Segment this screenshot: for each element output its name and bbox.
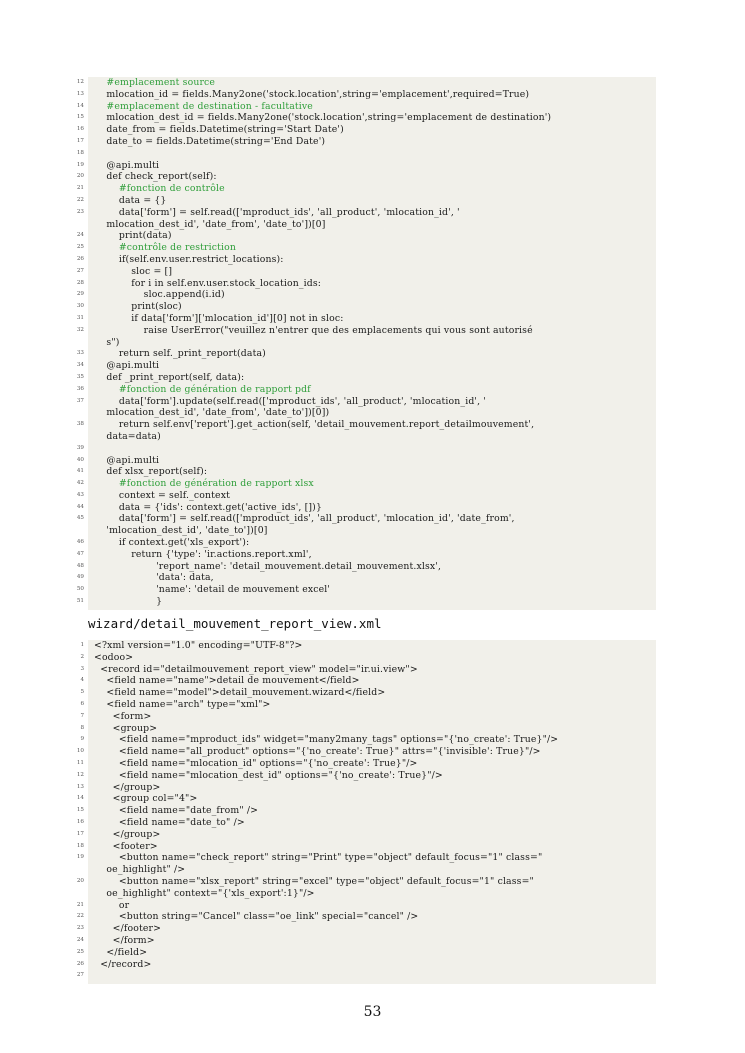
code-line (76, 816, 656, 829)
code-text: 'name': 'detail de mouvement excel' (94, 584, 331, 596)
code-line (76, 489, 656, 502)
code-line (76, 419, 656, 431)
code-line (76, 769, 656, 782)
line-number: 22 (76, 196, 84, 203)
code-text: #fonction de contrôle (94, 183, 225, 195)
code-text: <field name="model">detail_mouvement.wizard</field> (94, 687, 386, 699)
line-number: 6 (80, 700, 84, 707)
line-number: 3 (80, 665, 84, 672)
code-text: date_from = fields.Datetime(string='Start Date') (94, 124, 344, 136)
code-text: #fonction de génération de rapport xlsx (94, 478, 314, 490)
line-number: 17 (76, 830, 84, 837)
code-line (76, 77, 656, 89)
line-number: 16 (76, 818, 84, 825)
line-number: 14 (76, 102, 84, 109)
code-line (76, 324, 656, 337)
code-line (76, 781, 656, 794)
line-number: 47 (76, 550, 84, 557)
code-text: return {'type': 'ir.actions.report.xml', (94, 548, 312, 560)
code-line (76, 454, 656, 467)
line-number: 8 (80, 724, 84, 731)
code-line (80, 651, 656, 664)
code-text: </form> (94, 934, 155, 946)
line-number: 41 (76, 468, 84, 475)
code-text: data['form'] = self.read(['mproduct_ids', 'all_product', 'mlocation_id', ' (94, 206, 460, 218)
code-line (76, 112, 656, 124)
code-line (76, 513, 656, 525)
code-text: if context.get('xls_export'): (94, 537, 250, 549)
code-line (80, 698, 656, 711)
code-line (76, 371, 656, 384)
line-number: 23 (76, 925, 84, 932)
code-line (76, 100, 656, 113)
line-number: 18 (76, 842, 84, 849)
code-line (88, 407, 656, 419)
code-line (88, 431, 656, 443)
code-line (80, 687, 656, 699)
code-text: if data['form']['mlocation_id'][0] not in sloc: (94, 312, 344, 324)
code-line (76, 746, 656, 758)
line-number: 18 (76, 149, 84, 156)
code-line (76, 923, 656, 935)
line-number: 48 (76, 562, 84, 569)
code-line (80, 640, 656, 652)
line-number: 31 (76, 314, 84, 321)
code-line (76, 958, 656, 971)
line-number: 4 (80, 677, 84, 684)
code-text: <button name="check_report" string="Print" type="object" default_focus="1" class=" (94, 852, 543, 864)
code-text: data['form'] = self.read(['mproduct_ids', 'all_product', 'mlocation_id', 'date_from', (94, 513, 515, 525)
code-text: <odoo> (94, 651, 134, 663)
line-number: 33 (76, 350, 84, 357)
code-line (76, 383, 656, 396)
line-number: 12 (76, 79, 84, 85)
line-number: 29 (76, 291, 84, 298)
line-number: 16 (76, 126, 84, 133)
line-number: 37 (76, 397, 84, 404)
line-number: 15 (76, 807, 84, 814)
line-number: 21 (76, 901, 84, 908)
code-text: def check_report(self): (94, 171, 217, 183)
line-number: 13 (76, 90, 84, 97)
code-text: </group> (94, 828, 161, 840)
code-line (76, 501, 656, 514)
line-number: 27 (76, 267, 84, 274)
line-number: 26 (76, 255, 84, 262)
python-code-listing (76, 77, 656, 610)
code-line (76, 970, 656, 982)
code-text: mlocation_dest_id', 'date_from', 'date_to'])[0]) (94, 407, 330, 419)
line-number: 7 (80, 712, 84, 719)
code-line (76, 277, 656, 290)
code-text: return self._print_report(data) (94, 348, 266, 360)
code-text: <field name="arch" type="xml"> (94, 698, 271, 710)
code-text: @api.multi (94, 454, 160, 466)
code-line (76, 148, 656, 160)
code-text: mlocation_dest_id = fields.Many2one('stock.location',string='emplacement de destination') (94, 112, 552, 124)
line-number: 28 (76, 279, 84, 286)
code-text: <button name="xlsx_report" string="excel" type="object" default_focus="1" class=" (94, 875, 534, 887)
line-number: 20 (76, 173, 84, 180)
code-text: <group col="4"> (94, 793, 198, 805)
line-number: 11 (76, 759, 84, 766)
code-text: raise UserError("veuillez n'entrer que des emplacements qui vous sont autorisé (94, 324, 533, 336)
code-text: <field name="mlocation_id" options="{'no_create': True}"/> (94, 757, 418, 769)
code-line (76, 548, 656, 561)
line-number: 49 (76, 574, 84, 581)
line-number: 22 (76, 913, 84, 920)
code-line (80, 722, 656, 735)
code-line (76, 911, 656, 923)
code-line (88, 888, 656, 900)
xml-code-lines (76, 640, 656, 982)
code-line (76, 946, 656, 959)
line-number: 13 (76, 783, 84, 790)
code-text: if(self.env.user.restrict_locations): (94, 253, 284, 265)
code-line (76, 88, 656, 101)
code-text: <form> (94, 710, 152, 722)
code-text: oe_highlight" /> (94, 864, 186, 876)
code-text: #fonction de génération de rapport pdf (94, 383, 311, 395)
code-line (88, 337, 656, 349)
line-number: 24 (76, 936, 84, 943)
code-line (76, 478, 656, 490)
code-line (76, 194, 656, 207)
code-line (76, 312, 656, 325)
line-number: 50 (76, 586, 84, 593)
line-number: 35 (76, 373, 84, 380)
code-line (76, 206, 656, 219)
line-number: 21 (76, 185, 84, 192)
line-number: 12 (76, 771, 84, 778)
code-text: sloc.append(i.id) (94, 289, 225, 301)
code-line (76, 596, 656, 608)
line-number: 44 (76, 503, 84, 510)
code-text: <field name="date_from" /> (94, 805, 259, 817)
code-line (76, 875, 656, 888)
code-text: sloc = [] (94, 265, 173, 277)
code-text: data = {} (94, 194, 167, 206)
code-text: #emplacement source (94, 77, 216, 88)
line-number: 17 (76, 137, 84, 144)
code-text: <record id="detailmouvement_report_view" model="ir.ui.view"> (94, 663, 418, 675)
line-number: 39 (76, 444, 84, 451)
code-line (76, 793, 656, 805)
code-text: <field name="date_to" /> (94, 816, 245, 828)
code-text: </footer> (94, 923, 162, 935)
line-number: 45 (76, 515, 84, 522)
code-line (76, 934, 656, 947)
code-line (76, 360, 656, 372)
code-text: <group> (94, 722, 158, 734)
code-text: <footer> (94, 840, 158, 852)
code-text: mlocation_dest_id', 'date_from', 'date_to'])[0] (94, 218, 326, 230)
code-line (76, 124, 656, 136)
line-number: 30 (76, 303, 84, 310)
code-text: @api.multi (94, 360, 160, 372)
line-number: 26 (76, 960, 84, 967)
code-line (76, 301, 656, 313)
line-number: 5 (80, 689, 84, 696)
line-number: 38 (76, 421, 84, 428)
code-line (88, 525, 656, 537)
line-number: 19 (76, 854, 84, 861)
line-number: 43 (76, 491, 84, 498)
code-text: def xlsx_report(self): (94, 466, 208, 478)
code-text: for i in self.env.user.stock_location_ids: (94, 277, 322, 289)
code-line (76, 253, 656, 266)
line-number: 40 (76, 456, 84, 463)
code-text: mlocation_id = fields.Many2one('stock.location',string='emplacement',required=True) (94, 88, 530, 100)
code-line (76, 242, 656, 254)
line-number: 32 (76, 326, 84, 333)
line-number: 9 (80, 736, 84, 743)
code-text: date_to = fields.Datetime(string='End Date') (94, 135, 326, 147)
line-number: 34 (76, 362, 84, 369)
line-number: 36 (76, 385, 84, 392)
code-text: 'report_name': 'detail_mouvement.detail_mouvement.xlsx', (94, 560, 442, 572)
code-line (76, 560, 656, 573)
code-line (76, 899, 656, 912)
line-number: 10 (76, 748, 84, 755)
code-line (76, 395, 656, 408)
code-line (76, 584, 656, 596)
code-text: s") (94, 336, 120, 348)
code-line (76, 443, 656, 455)
code-line (80, 663, 656, 676)
line-number: 51 (76, 598, 84, 605)
code-line (76, 183, 656, 195)
xml-file-title: wizard/detail_mouvement_report_view.xml (88, 616, 382, 631)
line-number: 24 (76, 232, 84, 239)
code-line (76, 805, 656, 817)
code-line (76, 840, 656, 853)
line-number: 1 (80, 642, 84, 648)
code-text: } (94, 596, 163, 608)
line-number: 27 (76, 972, 84, 979)
code-text: <?xml version="1.0" encoding="UTF-8"?> (94, 640, 303, 651)
code-text: #emplacement de destination - facultative (94, 100, 313, 112)
code-text: 'data': data, (94, 572, 214, 584)
code-line (76, 537, 656, 549)
code-text: <field name="name">detail de mouvement</field> (94, 675, 360, 687)
line-number: 46 (76, 539, 84, 546)
line-number: 19 (76, 161, 84, 168)
code-line (76, 757, 656, 770)
code-text: def _print_report(self, data): (94, 371, 245, 383)
code-line (76, 348, 656, 360)
line-number: 20 (76, 877, 84, 884)
code-text: <field name="all_product" options="{'no_create': True}" attrs="{'invisible': True}"/> (94, 746, 541, 758)
code-line (80, 675, 656, 687)
code-text: oe_highlight" context="{'xls_export':1}"/> (94, 887, 315, 899)
code-line (76, 852, 656, 864)
code-text: 'mlocation_dest_id', 'date_to'])[0] (94, 525, 268, 537)
code-line (80, 734, 656, 746)
code-line (76, 135, 656, 148)
code-text: print(data) (94, 230, 172, 242)
code-text: </field> (94, 946, 148, 958)
code-line (76, 230, 656, 242)
line-number: 25 (76, 948, 84, 955)
code-text: <button string="Cancel" class="oe_link" special="cancel" /> (94, 911, 419, 923)
code-line (76, 572, 656, 584)
python-code-lines (76, 77, 656, 608)
code-line (88, 219, 656, 231)
code-text: <field name="mproduct_ids" widget="many2many_tags" options="{'no_create': True}"/> (94, 734, 559, 746)
code-text: context = self._context (94, 489, 230, 501)
code-text: print(sloc) (94, 301, 182, 313)
code-line (76, 828, 656, 841)
code-line (80, 710, 656, 723)
line-number: 2 (80, 653, 84, 660)
code-line (88, 864, 656, 876)
code-text: </record> (94, 958, 152, 970)
line-number: 14 (76, 795, 84, 802)
line-number: 23 (76, 208, 84, 215)
code-text: </group> (94, 781, 161, 793)
line-number: 15 (76, 114, 84, 121)
code-line (76, 171, 656, 183)
code-text: @api.multi (94, 159, 160, 171)
line-number: 42 (76, 480, 84, 487)
code-line (76, 289, 656, 301)
code-text: data=data) (94, 430, 161, 442)
line-number: 25 (76, 244, 84, 251)
code-text: or (94, 899, 130, 911)
code-line (76, 466, 656, 478)
code-text: data = {'ids': context.get('active_ids', [])} (94, 501, 323, 513)
code-text: <field name="mlocation_dest_id" options="{'no_create': True}"/> (94, 769, 443, 781)
xml-code-listing (76, 640, 656, 984)
code-line (76, 159, 656, 172)
code-text: return self.env['report'].get_action(self, 'detail_mouvement.report_detailmouvement', (94, 419, 535, 431)
code-text: #contrôle de restriction (94, 242, 237, 254)
page-number: 53 (363, 1004, 382, 1020)
code-line (76, 265, 656, 278)
code-text: data['form'].update(self.read(['mproduct_ids', 'all_product', 'mlocation_id', ' (94, 395, 487, 407)
